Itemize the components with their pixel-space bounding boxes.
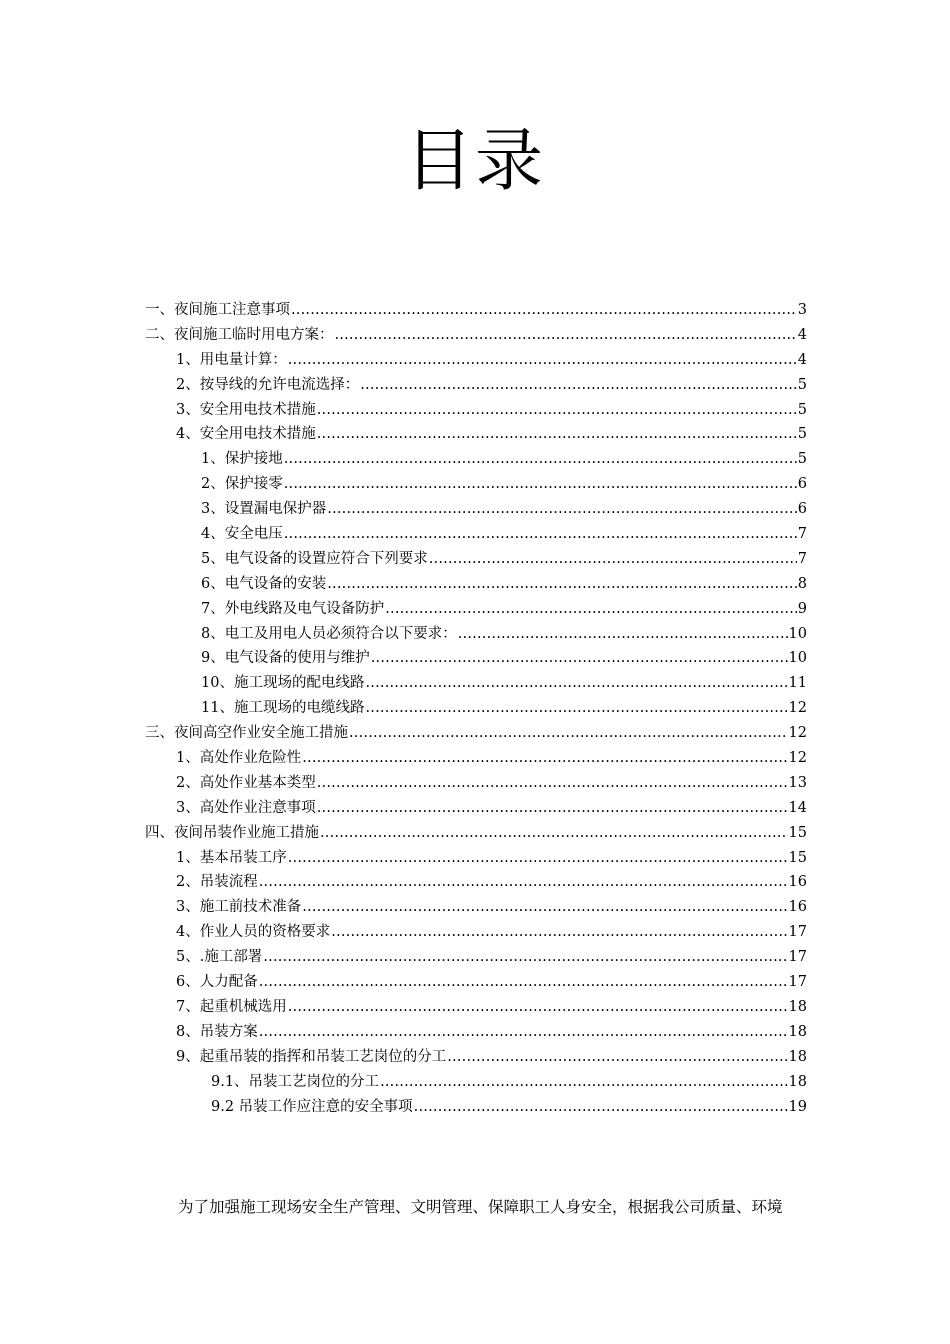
toc-entry[interactable] [145, 373, 807, 398]
toc-dot-leader [414, 1095, 788, 1120]
toc-entry-page-number: 15 [788, 849, 807, 866]
toc-entry-title: 1、高处作业危险性 [176, 750, 302, 767]
toc-entry-title: 2、按导线的允许电流选择： [176, 376, 360, 393]
toc-dot-leader [320, 821, 788, 846]
toc-dot-leader [371, 646, 788, 671]
toc-entry-page-number: 12 [788, 700, 807, 717]
toc-entry[interactable] [145, 821, 807, 846]
toc-entry[interactable] [145, 970, 807, 995]
toc-entry[interactable] [145, 497, 807, 522]
toc-entry-page-number: 5 [797, 426, 807, 443]
toc-dot-leader [284, 447, 797, 472]
toc-entry[interactable] [145, 771, 807, 796]
toc-entry-title: 8、吊装方案 [176, 1023, 258, 1040]
table-of-contents [145, 298, 807, 1119]
toc-entry-page-number: 13 [788, 774, 807, 791]
toc-entry-page-number: 8 [797, 575, 807, 592]
toc-entry-title: 6、电气设备的安装 [201, 575, 327, 592]
toc-entry-page-number: 10 [788, 650, 807, 667]
toc-entry-title: 7、外电线路及电气设备防护 [201, 600, 385, 617]
toc-dot-leader [302, 746, 787, 771]
toc-entry-page-number: 18 [788, 1048, 807, 1065]
toc-entry-page-number: 16 [788, 899, 807, 916]
toc-entry-page-number: 5 [797, 401, 807, 418]
toc-entry[interactable] [145, 522, 807, 547]
toc-entry-page-number: 19 [788, 1098, 807, 1115]
toc-entry-page-number: 10 [788, 625, 807, 642]
toc-entry-page-number: 18 [788, 1023, 807, 1040]
toc-entry-title: 9.1、吊装工艺岗位的分工 [211, 1073, 380, 1090]
toc-entry-page-number: 15 [788, 824, 807, 841]
toc-entry-page-number: 5 [797, 451, 807, 468]
toc-entry-title: 10、施工现场的配电线路 [201, 675, 365, 692]
toc-entry-page-number: 5 [797, 376, 807, 393]
toc-dot-leader [263, 945, 787, 970]
toc-entry[interactable] [145, 846, 807, 871]
toc-entry-title: 11、施工现场的电缆线路 [201, 700, 365, 717]
toc-entry-title: 3、设置漏电保护器 [201, 501, 327, 518]
intro-paragraph: 为了加强施工现场安全生产管理、文明管理、保障职工人身安全，根据我公司质量、环境 [178, 1198, 783, 1216]
toc-dot-leader [284, 472, 797, 497]
toc-entry-title: 9、起重吊装的指挥和吊装工艺岗位的分工 [176, 1048, 447, 1065]
toc-entry[interactable] [145, 646, 807, 671]
toc-entry-page-number: 4 [797, 351, 807, 368]
toc-dot-leader [331, 920, 787, 945]
toc-entry-title: 9.2 吊装工作应注意的安全事项 [211, 1098, 413, 1115]
toc-entry[interactable] [145, 895, 807, 920]
toc-entry[interactable] [145, 796, 807, 821]
toc-dot-leader [317, 771, 788, 796]
toc-entry[interactable] [145, 447, 807, 472]
toc-dot-leader [360, 373, 797, 398]
toc-entry[interactable] [145, 945, 807, 970]
toc-entry[interactable] [145, 746, 807, 771]
toc-dot-leader [259, 970, 788, 995]
toc-dot-leader [365, 696, 787, 721]
toc-dot-leader [317, 796, 788, 821]
toc-entry-page-number: 17 [788, 974, 807, 991]
toc-entry-title: 二、夜间施工临时用电方案： [145, 326, 334, 343]
toc-dot-leader [317, 422, 797, 447]
toc-entry[interactable] [145, 1070, 807, 1095]
toc-entry[interactable] [145, 622, 807, 647]
toc-entry-title: 一、夜间施工注意事项 [145, 302, 290, 318]
toc-entry[interactable] [145, 547, 807, 572]
toc-entry-title: 1、保护接地 [201, 451, 283, 468]
toc-entry-title: 三、夜间高空作业安全施工措施 [145, 725, 348, 742]
toc-entry-page-number: 11 [788, 675, 807, 692]
toc-entry[interactable] [145, 1095, 807, 1120]
toc-entry-page-number: 7 [797, 526, 807, 543]
page-title: 目录 [404, 122, 545, 201]
toc-entry[interactable] [145, 696, 807, 721]
toc-entry-title: 3、高处作业注意事项 [176, 799, 316, 816]
toc-dot-leader [259, 1020, 788, 1045]
toc-entry-title: 7、起重机械选用 [176, 998, 287, 1015]
toc-entry-page-number: 6 [797, 476, 807, 493]
toc-entry[interactable] [145, 671, 807, 696]
toc-dot-leader [284, 522, 797, 547]
toc-entry-title: 2、高处作业基本类型 [176, 774, 316, 791]
toc-entry-page-number: 18 [788, 1073, 807, 1090]
toc-entry-page-number: 3 [797, 302, 807, 318]
toc-entry-page-number: 4 [797, 326, 807, 343]
toc-entry[interactable] [145, 870, 807, 895]
toc-entry-page-number: 12 [788, 750, 807, 767]
toc-entry-title: 6、人力配备 [176, 974, 258, 991]
toc-entry[interactable] [145, 920, 807, 945]
toc-dot-leader [288, 348, 797, 373]
toc-entry-title: 3、安全用电技术措施 [176, 401, 316, 418]
toc-entry-title: 4、安全电压 [201, 526, 283, 543]
toc-dot-leader [335, 323, 797, 348]
toc-entry-title: 3、施工前技术准备 [176, 899, 302, 916]
toc-entry[interactable] [145, 398, 807, 423]
toc-entry-title: 4、安全用电技术措施 [176, 426, 316, 443]
toc-entry-title: 5、电气设备的设置应符合下列要求 [201, 550, 428, 567]
toc-entry-title: 2、吊装流程 [176, 874, 258, 891]
toc-dot-leader [288, 846, 788, 871]
toc-entry[interactable] [145, 298, 807, 323]
toc-dot-leader [317, 398, 797, 423]
toc-dot-leader [259, 870, 788, 895]
toc-dot-leader [447, 1045, 787, 1070]
toc-entry-page-number: 17 [788, 924, 807, 941]
toc-entry-page-number: 6 [797, 501, 807, 518]
toc-dot-leader [291, 298, 797, 323]
toc-entry[interactable] [145, 323, 807, 348]
toc-entry[interactable] [145, 472, 807, 497]
toc-dot-leader [365, 671, 787, 696]
toc-entry-title: 2、保护接零 [201, 476, 283, 493]
toc-entry-page-number: 16 [788, 874, 807, 891]
toc-entry[interactable] [145, 995, 807, 1020]
toc-entry-page-number: 12 [788, 725, 807, 742]
toc-dot-leader [349, 721, 788, 746]
toc-dot-leader [380, 1070, 787, 1095]
toc-dot-leader [327, 497, 797, 522]
toc-entry-page-number: 7 [797, 550, 807, 567]
toc-entry[interactable] [145, 721, 807, 746]
toc-entry-title: 1、用电量计算： [176, 351, 287, 368]
toc-dot-leader [385, 597, 797, 622]
toc-entry-title: 5、.施工部署 [176, 949, 263, 966]
toc-entry[interactable] [145, 1020, 807, 1045]
toc-entry-title: 4、作业人员的资格要求 [176, 924, 331, 941]
toc-entry-title: 9、电气设备的使用与维护 [201, 650, 370, 667]
toc-entry[interactable] [145, 572, 807, 597]
toc-dot-leader [302, 895, 787, 920]
toc-entry-page-number: 9 [797, 600, 807, 617]
toc-entry-page-number: 18 [788, 998, 807, 1015]
toc-entry[interactable] [145, 597, 807, 622]
toc-entry[interactable] [145, 1045, 807, 1070]
toc-entry[interactable] [145, 422, 807, 447]
toc-dot-leader [458, 622, 788, 647]
toc-dot-leader [288, 995, 788, 1020]
toc-entry-title: 四、夜间吊装作业施工措施 [145, 824, 319, 841]
toc-entry[interactable] [145, 348, 807, 373]
toc-entry-title: 8、电工及用电人员必须符合以下要求： [201, 625, 457, 642]
toc-entry-title: 1、基本吊装工序 [176, 849, 287, 866]
toc-entry-page-number: 17 [788, 949, 807, 966]
toc-entry-page-number: 14 [788, 799, 807, 816]
toc-dot-leader [429, 547, 797, 572]
toc-dot-leader [327, 572, 797, 597]
